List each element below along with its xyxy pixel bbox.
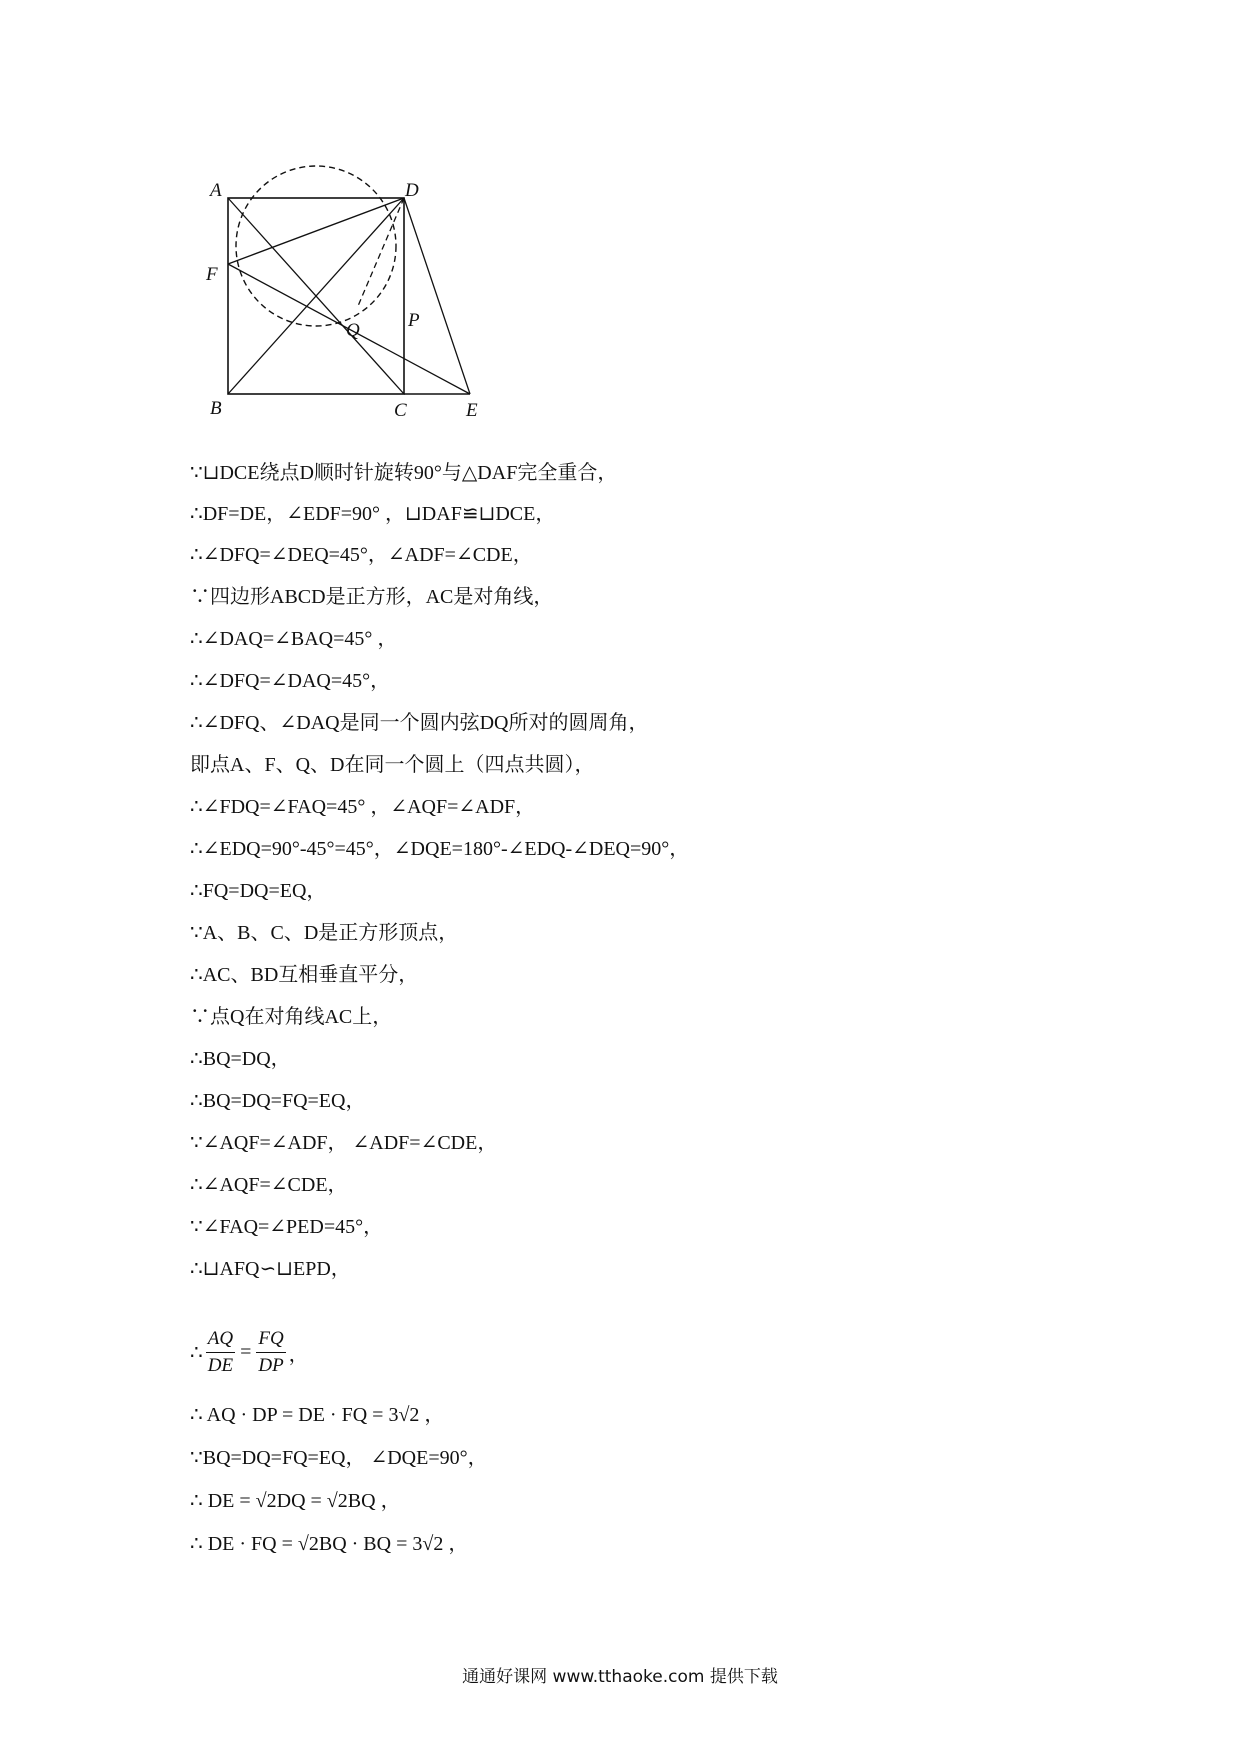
fraction-aq-de (206, 1326, 235, 1379)
proof-line-9: ∴∠FDQ=∠FAQ=45° ，∠AQF=∠ADF， (190, 796, 536, 818)
proof-line-15: ∴BQ=DQ， (190, 1048, 291, 1070)
proof-line-18: ∴∠AQF=∠CDE， (190, 1174, 348, 1196)
segment-dq-dashed (358, 198, 404, 306)
label-c: C (394, 400, 407, 421)
proof-line-13: ∴AC、BD互相垂直平分， (190, 964, 419, 986)
proof-line-3: ∴∠DFQ=∠DEQ=45°，∠ADF=∠CDE， (190, 544, 533, 566)
proof-line-10: ∴∠EDQ=90°-45°=45°，∠DQE=180°-∠EDQ-∠DEQ=90°， (190, 838, 690, 860)
segment-fd (228, 198, 404, 264)
dashed-circle (236, 166, 396, 326)
label-d: D (405, 180, 419, 201)
proof-line-19: ∵∠FAQ=∠PED=45°， (190, 1216, 384, 1238)
fraction-prefix: ∴ (190, 1341, 203, 1364)
proof-line-17: ∵∠AQF=∠ADF， ∠ADF=∠CDE， (190, 1132, 498, 1154)
proof-line-21: ∴ AQ · DP = DE · FQ = 3√2 ， (190, 1404, 445, 1426)
geometry-figure (198, 158, 518, 438)
label-a: A (210, 180, 222, 201)
label-b: B (210, 398, 222, 419)
proof-line-20: ∴⊔AFQ∽⊔EPD， (190, 1258, 351, 1280)
proof-line-22: ∵BQ=DQ=FQ=EQ， ∠DQE=90°， (190, 1447, 488, 1469)
proof-line-12: ∵A、B、C、D是正方形顶点， (190, 922, 459, 944)
page-footer: 通通好课网 www.tthaoke.com 提供下载 (462, 1667, 778, 1687)
fraction-denominator: DP (258, 1354, 284, 1376)
proof-line-6: ∴∠DFQ=∠DAQ=45°， (190, 670, 391, 692)
proof-fraction-line (190, 1322, 309, 1382)
fraction-fq-dp (256, 1326, 285, 1379)
proof-line-24: ∴ DE · FQ = √2BQ · BQ = 3√2 ， (190, 1533, 469, 1555)
fraction-numerator: FQ (256, 1326, 285, 1353)
proof-line-16: ∴BQ=DQ=FQ=EQ， (190, 1090, 366, 1112)
fraction-numerator: AQ (206, 1326, 235, 1353)
label-q: Q (346, 320, 360, 341)
proof-line-23: ∴ DE = √2DQ = √2BQ ， (190, 1490, 401, 1512)
proof-line-2: ∴DF=DE，∠EDF=90° ，⊔DAF≌⊔DCE， (190, 503, 556, 525)
proof-line-11: ∴FQ=DQ=EQ， (190, 880, 327, 902)
label-f: F (206, 264, 218, 285)
equals-sign: = (240, 1340, 252, 1363)
proof-line-8: 即点A、F、Q、D在同一个圆上（四点共圆）， (190, 754, 595, 776)
fraction-denominator: DE (207, 1354, 234, 1376)
proof-line-5: ∴∠DAQ=∠BAQ=45° ， (190, 628, 398, 650)
fraction-suffix: ， (288, 1343, 309, 1366)
proof-line-4: ∵四边形ABCD是正方形，AC是对角线， (190, 586, 554, 608)
proof-line-7: ∴∠DFQ、∠DAQ是同一个圆内弦DQ所对的圆周角， (190, 712, 649, 734)
proof-line-14: ∵点Q在对角线AC上， (190, 1006, 393, 1028)
proof-line-1: ∵⊔DCE绕点D顺时针旋转90°与△DAF完全重合， (190, 462, 618, 484)
label-e: E (466, 400, 478, 421)
label-p: P (408, 310, 420, 331)
